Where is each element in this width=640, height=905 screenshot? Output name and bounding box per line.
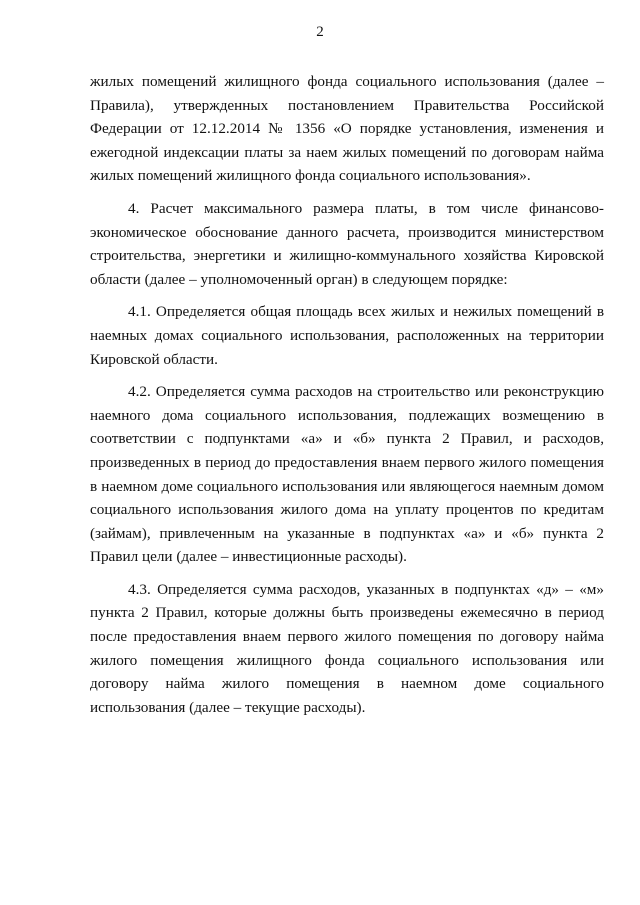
paragraph-item-4-3: 4.3. Определяется сумма расходов, указанных в подпунктах «д» – «м» пункта 2 Правил, которые должны быть произведены ежемесячно в период после предоставления внаем первого жилого помещения по договору найма жилого помещения жилищного фонда социального использования или договору найма жилого помещения в наемном доме социального использования (далее – текущие расходы). <box>90 580 604 716</box>
page-number: 2 <box>316 24 324 40</box>
document-body <box>90 70 604 719</box>
paragraph-item-4-2: 4.2. Определяется сумма расходов на строительство или реконструкцию наемного дома социального использования, подлежащих возмещению в соответствии с подпунктами «а» и «б» пункта 2 Правил, и расходов, произведенных в период до предоставления внаем первого жилого помещения в наемном доме социального использования или являющегося наемным домом социального использования жилого дома на уплату процентов по кредитам (займам), привлеченным на указанные в подпунктах «а» и «б» пункта 2 Правил цели (далее – инвестиционные расходы). <box>90 383 604 566</box>
paragraph-item-4-1: 4.1. Определяется общая площадь всех жилых и нежилых помещений в наемных домах социального использования, расположенных на территории Кировской области. <box>90 303 604 368</box>
paragraph-continuation: жилых помещений жилищного фонда социального использования (далее – Правила), утвержденных постановлением Правительства Российской Федерации от 12.12.2014 № 1356 «О порядке установления, изменения и ежегодной индексации платы за наем жилых помещений по договорам найма жилых помещений жилищного фонда социального использования». <box>90 73 604 185</box>
paragraph-item-4: 4. Расчет максимального размера платы, в том числе финансово-экономическое обоснование данного расчета, производится министерством строительства, энергетики и жилищно-коммунального хозяйства Кировской области (далее – уполномоченный орган) в следующем порядке: <box>90 199 604 288</box>
